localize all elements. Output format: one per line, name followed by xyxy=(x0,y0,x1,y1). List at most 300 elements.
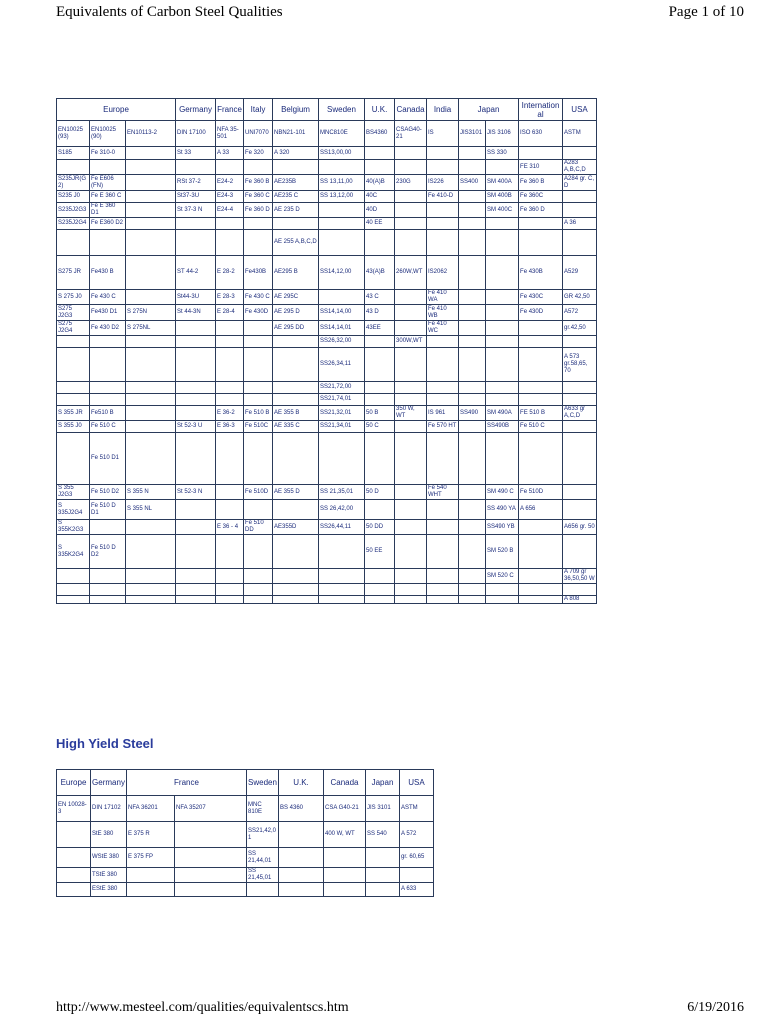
table1-cell: Fe E 360 D1 xyxy=(90,203,126,218)
table1-cell: Fe 360 B xyxy=(244,175,273,191)
table1-cell xyxy=(459,433,486,485)
table1-cell xyxy=(395,203,427,218)
table1-cell xyxy=(365,348,395,382)
table1-cell: SS26,44,11 xyxy=(319,520,365,535)
table1-cell xyxy=(427,500,459,520)
table1-cell: 260W,WT xyxy=(395,256,427,290)
table2-cell xyxy=(324,883,366,897)
table1-cell: AE 355 B xyxy=(273,406,319,421)
table1-cell: SS21,74,01 xyxy=(319,394,365,406)
table1-cell xyxy=(57,433,90,485)
table1-cell xyxy=(57,160,90,175)
table2-region-header: Germany xyxy=(91,770,127,796)
table1-cell: AE 295 DD xyxy=(273,321,319,336)
table1-cell xyxy=(126,382,176,394)
table1-cell xyxy=(395,584,427,596)
table1-cell xyxy=(395,421,427,433)
table2-cell xyxy=(279,848,324,868)
table1-cell xyxy=(216,596,244,604)
table1-cell xyxy=(216,218,244,230)
table1-row xyxy=(57,433,597,485)
table2-cell: ASTM xyxy=(400,796,434,822)
table1-cell: AE 295C xyxy=(273,290,319,305)
table1-cell: E24-2 xyxy=(216,175,244,191)
table2-row xyxy=(57,848,434,868)
table1-cell xyxy=(395,500,427,520)
table1-cell: A656 gr. 50 xyxy=(563,520,597,535)
table1-cell xyxy=(216,485,244,500)
table1-cell xyxy=(519,569,563,584)
table2-cell xyxy=(175,822,247,848)
table1-region-header: Italy xyxy=(244,99,273,121)
table1-cell xyxy=(519,218,563,230)
table1-cell xyxy=(273,348,319,382)
table1-cell xyxy=(395,191,427,203)
table2-cell xyxy=(324,868,366,883)
table1-cell xyxy=(459,584,486,596)
table1-cell: SM 400A xyxy=(486,175,519,191)
table1-cell xyxy=(486,305,519,321)
table1-cell: ASTM xyxy=(563,121,597,147)
table1-cell xyxy=(395,596,427,604)
table1-cell: Fe 360 D xyxy=(519,203,563,218)
table1-cell xyxy=(365,336,395,348)
table1-cell: S 275 J0 xyxy=(57,290,90,305)
table1-cell: 43(A)B xyxy=(365,256,395,290)
table1-cell xyxy=(486,348,519,382)
table1-cell xyxy=(90,596,126,604)
table1-cell xyxy=(90,348,126,382)
table2-cell: SS21,42,01 xyxy=(247,822,279,848)
table1-cell xyxy=(273,336,319,348)
table1-cell: A 33 xyxy=(216,147,244,160)
table1-cell: IS226 xyxy=(427,175,459,191)
table1-cell xyxy=(486,596,519,604)
table1-cell xyxy=(126,230,176,256)
table1-cell: SM 490 C xyxy=(486,485,519,500)
table1-cell xyxy=(273,433,319,485)
table1-cell xyxy=(519,321,563,336)
table2-region-header: USA xyxy=(400,770,434,796)
table1-cell xyxy=(459,569,486,584)
table1-cell xyxy=(57,382,90,394)
page-header-title: Equivalents of Carbon Steel Qualities xyxy=(56,4,283,20)
table1-cell: Fe 320 xyxy=(244,147,273,160)
table1-cell xyxy=(486,290,519,305)
table2-cell xyxy=(279,868,324,883)
table1-cell: Fe 510D xyxy=(519,485,563,500)
table1-row xyxy=(57,584,597,596)
table1-cell xyxy=(126,203,176,218)
table1-cell xyxy=(395,485,427,500)
table1-cell xyxy=(563,500,597,520)
table1-cell xyxy=(319,535,365,569)
table1-region-header: Belgium xyxy=(273,99,319,121)
section-title-high-yield: High Yield Steel xyxy=(56,736,154,751)
table1-cell xyxy=(244,348,273,382)
table1-cell xyxy=(486,394,519,406)
table1-cell xyxy=(365,433,395,485)
table1-cell: Fe 430 C xyxy=(244,290,273,305)
table1-cell xyxy=(126,256,176,290)
table2-cell: NFA 36201 xyxy=(127,796,175,822)
table1-row xyxy=(57,596,597,604)
footer-url: http://www.mesteel.com/qualities/equivalentscs.htm xyxy=(56,1000,349,1015)
table2-cell: A 572 xyxy=(400,822,434,848)
table1-cell: MNC810E xyxy=(319,121,365,147)
table1-cell: A 320 xyxy=(273,147,319,160)
table1-row xyxy=(57,500,597,520)
table1-cell xyxy=(273,584,319,596)
table1-cell xyxy=(365,394,395,406)
table1-row xyxy=(57,230,597,256)
table1-cell xyxy=(395,230,427,256)
table1-cell xyxy=(176,348,216,382)
table1-cell xyxy=(244,160,273,175)
table1-cell xyxy=(244,230,273,256)
table2-cell xyxy=(175,848,247,868)
table1-cell: Fe E606 (FN) xyxy=(90,175,126,191)
table2-cell: NFA 35207 xyxy=(175,796,247,822)
table2-row xyxy=(57,868,434,883)
table1-cell xyxy=(319,569,365,584)
table1-cell xyxy=(395,290,427,305)
table1-cell xyxy=(126,348,176,382)
table1-cell xyxy=(563,203,597,218)
table1-cell: AE 335 C xyxy=(273,421,319,433)
table1-cell: S 355 NL xyxy=(126,500,176,520)
table1-cell: SS490B xyxy=(486,421,519,433)
table1-cell xyxy=(486,160,519,175)
table1-cell xyxy=(519,596,563,604)
table1-cell: S235J2G3 xyxy=(57,203,90,218)
table1-cell: E 36 - 4 xyxy=(216,520,244,535)
table1-cell: NFA 35-501 xyxy=(216,121,244,147)
table1-cell xyxy=(459,382,486,394)
table1-cell: JIS3101 xyxy=(459,121,486,147)
table1-cell: Fe 510D xyxy=(244,485,273,500)
table2-cell: E 375 R xyxy=(127,822,175,848)
table1-region-header: Germany xyxy=(176,99,216,121)
table1-cell xyxy=(273,596,319,604)
table1-cell xyxy=(244,535,273,569)
table1-cell: 50 EE xyxy=(365,535,395,569)
table1-cell xyxy=(395,535,427,569)
table1-cell xyxy=(486,382,519,394)
table1-cell xyxy=(486,584,519,596)
table1-cell xyxy=(395,394,427,406)
table1-cell xyxy=(427,336,459,348)
table1-cell xyxy=(563,147,597,160)
table1-row xyxy=(57,520,597,535)
table1-cell: St 44-3N xyxy=(176,305,216,321)
table2-cell: MNC 810E xyxy=(247,796,279,822)
table1-cell: SM 400B xyxy=(486,191,519,203)
table1-cell xyxy=(273,569,319,584)
table2-cell: gr. 60,65 xyxy=(400,848,434,868)
table1-row xyxy=(57,160,597,175)
table2-cell xyxy=(57,883,91,897)
table1-row xyxy=(57,175,597,191)
table1-cell: A 709 gr 36,50,50 W xyxy=(564,569,595,582)
table1-cell xyxy=(216,535,244,569)
table1-cell xyxy=(395,569,427,584)
table1-cell: S 355 J0 xyxy=(57,421,90,433)
table1-cell xyxy=(459,191,486,203)
table1-cell: E 28-3 xyxy=(216,290,244,305)
table1-cell xyxy=(176,321,216,336)
table1-cell: AE355D xyxy=(273,520,319,535)
carbon-steel-equivalents-table xyxy=(56,98,597,604)
table1-cell xyxy=(57,596,90,604)
table1-cell xyxy=(459,305,486,321)
table1-cell xyxy=(273,394,319,406)
table1-cell xyxy=(216,348,244,382)
table1-row xyxy=(57,147,597,160)
table1-cell xyxy=(519,382,563,394)
table1-cell: S 335J2G4 xyxy=(57,500,90,520)
table1-cell: Fe 360 D xyxy=(244,203,273,218)
table1-cell: JIS 3106 xyxy=(486,121,519,147)
table1-cell: St44-3U xyxy=(176,290,216,305)
table1-cell: 50 DD xyxy=(365,520,395,535)
table1-cell xyxy=(126,147,176,160)
table1-cell xyxy=(427,569,459,584)
table1-cell: NBN21-101 xyxy=(273,121,319,147)
table1-cell xyxy=(57,569,90,584)
table1-cell xyxy=(176,394,216,406)
table1-row xyxy=(57,535,597,569)
table1-cell: S 275N xyxy=(126,305,176,321)
table1-cell: SS 26,42,00 xyxy=(319,500,365,520)
table1-cell: 40 EE xyxy=(365,218,395,230)
table1-cell xyxy=(244,394,273,406)
table2-region-header: Sweden xyxy=(247,770,279,796)
table1-cell xyxy=(216,433,244,485)
table1-cell: Fe 430B xyxy=(519,256,563,290)
table1-cell: S 355 J2G3 xyxy=(57,485,90,500)
table1-cell: St 33 xyxy=(176,147,216,160)
table1-cell xyxy=(365,147,395,160)
table1-cell: A572 xyxy=(563,305,597,321)
table1-cell xyxy=(90,584,126,596)
table1-cell xyxy=(319,433,365,485)
table1-cell xyxy=(459,520,486,535)
table1-cell xyxy=(459,321,486,336)
table1-cell xyxy=(176,160,216,175)
table1-cell xyxy=(273,160,319,175)
table1-cell: EN10113-2 xyxy=(126,121,176,147)
table1-row xyxy=(57,485,597,500)
table1-cell xyxy=(126,336,176,348)
table1-cell xyxy=(563,584,597,596)
table1-region-header: U.K. xyxy=(365,99,395,121)
table1-cell: ST 44-2 xyxy=(176,256,216,290)
table1-cell: E 36-2 xyxy=(216,406,244,421)
table1-cell: Fe 510 B xyxy=(244,406,273,421)
table2-cell xyxy=(57,822,91,848)
table1-cell xyxy=(126,218,176,230)
table2-cell xyxy=(57,848,91,868)
table1-cell: Fe430 D1 xyxy=(90,305,126,321)
table1-cell: S275 J2G3 xyxy=(57,305,90,321)
table1-cell xyxy=(486,218,519,230)
table1-cell xyxy=(459,421,486,433)
table1-cell xyxy=(519,336,563,348)
table1-cell: Fe 430 D2 xyxy=(90,321,126,336)
table1-cell xyxy=(563,433,597,485)
table1-cell: SM 520 C xyxy=(486,569,519,584)
table1-cell xyxy=(216,230,244,256)
table1-cell xyxy=(427,433,459,485)
table1-cell xyxy=(519,394,563,406)
table1-cell: AE 355 D xyxy=(273,485,319,500)
table1-cell xyxy=(395,382,427,394)
table1-cell xyxy=(563,421,597,433)
table1-cell xyxy=(126,520,176,535)
table1-cell: AE235B xyxy=(273,175,319,191)
table1-cell xyxy=(459,500,486,520)
table1-cell: Fe E 360 C xyxy=(90,191,126,203)
table1-cell xyxy=(216,336,244,348)
table1-region-header: Canada xyxy=(395,99,427,121)
table1-cell: St 37-3 N xyxy=(176,203,216,218)
table1-cell xyxy=(126,160,176,175)
table1-cell: RSt 37-2 xyxy=(176,175,216,191)
table1-cell: SS14,14,00 xyxy=(319,305,365,321)
table1-cell: S 355K2G3 xyxy=(57,520,90,535)
table1-cell xyxy=(486,433,519,485)
table1-cell xyxy=(395,520,427,535)
table1-cell: SS490 xyxy=(459,406,486,421)
table1-cell xyxy=(519,535,563,569)
table1-cell xyxy=(90,336,126,348)
table1-cell: AE295 B xyxy=(273,256,319,290)
table1-cell: Fe510 B xyxy=(90,406,126,421)
table1-cell xyxy=(459,203,486,218)
table1-cell xyxy=(519,433,563,485)
table1-cell xyxy=(563,394,597,406)
table1-cell: St 52-3 U xyxy=(176,421,216,433)
table1-cell: EN10025 (93) xyxy=(57,121,90,147)
table1-row xyxy=(57,191,597,203)
footer-date: 6/19/2016 xyxy=(687,1000,744,1015)
table1-cell: Fe 510 C xyxy=(90,421,126,433)
table1-cell: SS 21,35,01 xyxy=(319,485,365,500)
table1-cell xyxy=(90,382,126,394)
table1-cell: SS21,32,01 xyxy=(319,406,365,421)
table1-cell xyxy=(427,394,459,406)
table1-cell xyxy=(519,147,563,160)
table1-cell: FE 510 B xyxy=(519,406,563,421)
table1-cell xyxy=(126,406,176,421)
table1-cell xyxy=(563,230,597,256)
table2-region-header: U.K. xyxy=(279,770,324,796)
table1-row xyxy=(57,305,597,321)
table2-cell: EStE 380 xyxy=(91,883,127,897)
table2-cell xyxy=(279,822,324,848)
table1-region-header: India xyxy=(427,99,459,121)
table2-region-header: Canada xyxy=(324,770,366,796)
table1-cell xyxy=(244,336,273,348)
table1-cell: A 808 xyxy=(563,596,597,604)
high-yield-steel-table xyxy=(56,769,434,897)
table1-row xyxy=(57,421,597,433)
table1-cell xyxy=(395,160,427,175)
table1-cell: 230G xyxy=(395,175,427,191)
table1-cell: S185 xyxy=(57,147,90,160)
table1-cell: Fe 360 C xyxy=(244,191,273,203)
table1-row xyxy=(57,121,597,147)
table1-row xyxy=(57,406,597,421)
table1-cell: AE 255 A,B,C,D xyxy=(273,230,319,256)
table1-cell xyxy=(90,520,126,535)
table1-cell xyxy=(176,336,216,348)
table2-cell: SS 21,44,01 xyxy=(247,848,279,868)
table1-cell xyxy=(244,584,273,596)
table1-row xyxy=(57,203,597,218)
table1-cell: 350 W, WT xyxy=(395,406,427,421)
table1-region-header: France xyxy=(216,99,244,121)
page-number: Page 1 of 10 xyxy=(668,4,744,20)
table1-cell xyxy=(176,406,216,421)
table1-cell xyxy=(126,433,176,485)
table2-cell xyxy=(247,883,279,897)
table1-cell xyxy=(365,596,395,604)
table1-cell xyxy=(57,230,90,256)
table1-cell: SS 490 YA xyxy=(486,500,519,520)
table1-cell: S275 J2G4 xyxy=(57,321,90,336)
table1-cell xyxy=(126,596,176,604)
table1-cell: Fe 310-0 xyxy=(90,147,126,160)
table1-cell: AE 295 D xyxy=(273,305,319,321)
table1-cell: S 335K2G4 xyxy=(57,535,90,569)
table1-cell xyxy=(319,290,365,305)
table2-cell: SS 540 xyxy=(366,822,400,848)
table1-cell xyxy=(176,569,216,584)
table1-cell: Fe 410 WC xyxy=(427,321,459,336)
table1-row xyxy=(57,348,597,382)
table1-cell xyxy=(126,394,176,406)
table1-cell: A 573 gr.58,65, 70 xyxy=(563,348,597,382)
table1-cell xyxy=(365,569,395,584)
table1-cell xyxy=(216,584,244,596)
table2-cell: A 633 xyxy=(400,883,434,897)
table1-cell: SS21,34,01 xyxy=(319,421,365,433)
table1-cell: Fe430B xyxy=(244,256,273,290)
table1-cell xyxy=(244,569,273,584)
table1-cell xyxy=(216,394,244,406)
table1-cell xyxy=(244,218,273,230)
table1-cell: SS26,34,11 xyxy=(319,348,365,382)
table1-cell: SS 330 xyxy=(486,147,519,160)
table2-cell: SS 21,45,01 xyxy=(247,868,279,883)
table1-cell xyxy=(427,596,459,604)
table1-cell xyxy=(57,394,90,406)
table1-cell xyxy=(459,348,486,382)
table2-cell xyxy=(366,883,400,897)
table1-cell xyxy=(273,500,319,520)
table1-cell xyxy=(176,584,216,596)
table2-row xyxy=(57,770,434,796)
table1-cell xyxy=(519,230,563,256)
table1-cell: BS4360 xyxy=(365,121,395,147)
table1-cell xyxy=(459,230,486,256)
table2-cell: JIS 3101 xyxy=(366,796,400,822)
table1-cell xyxy=(176,500,216,520)
table2-region-header: Europe xyxy=(57,770,91,796)
table1-cell xyxy=(176,382,216,394)
